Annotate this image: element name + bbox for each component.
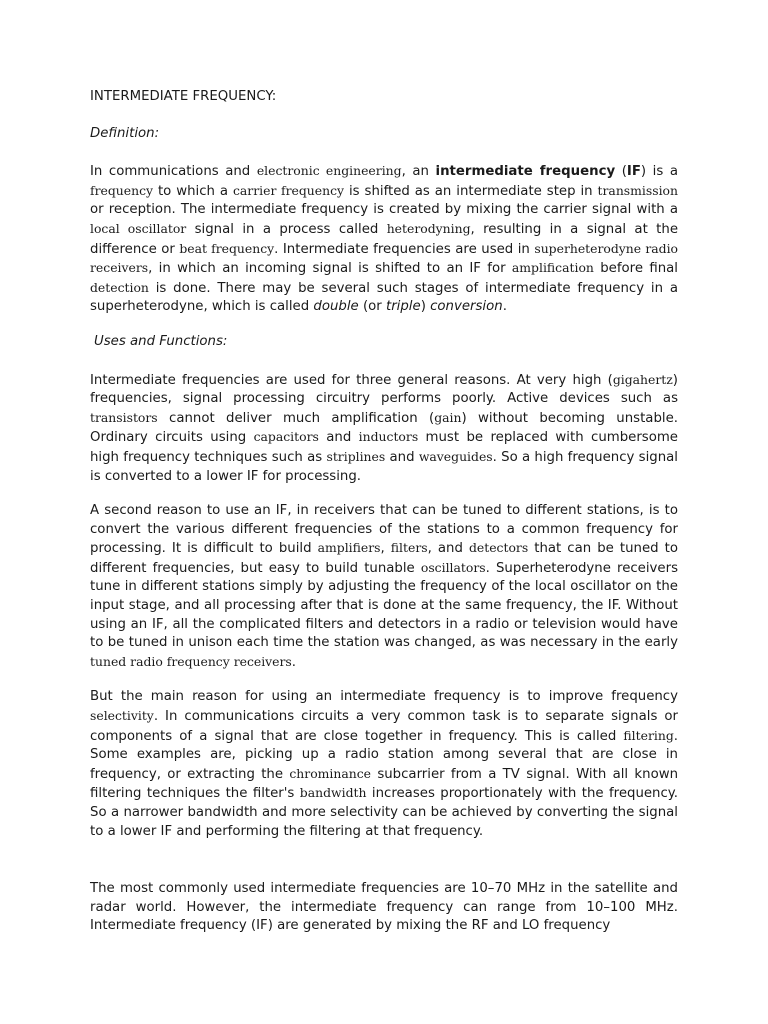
text-run: oscillators [420,559,486,575]
text-run: superheterodyne radio receivers [90,240,678,276]
text-run: capacitors [253,429,319,445]
text-run: and [318,430,359,446]
text-run: . [291,654,297,670]
text-run: ) frequencies, signal processing circuitry performs poorly. Active devices such as [90,372,678,407]
text-run: selectivity [90,708,154,724]
definition-heading: Definition: [90,125,160,141]
text-run: tuned radio frequency receivers [90,653,292,669]
text-run: gigahertz [612,371,673,387]
text-run: is done. There may be several such stages of intermediate frequency in a superheterodyne, which is called [90,280,678,315]
text-run: , resulting in a signal at the difference or [90,221,679,257]
text-run: . In communications circuits a very common task is to separate signals or components of a signal that are close together in frequency. This is called [90,709,678,744]
document-title: INTERMEDIATE FREQUENCY: [90,89,277,104]
text-run: and [385,449,419,465]
paragraph-common-frequencies [90,880,678,936]
document-body [90,88,678,952]
text-run: gain [434,409,462,425]
text-run: must be replaced with cumbersome high frequency techniques such as [90,430,678,465]
text-run: , and [427,541,469,557]
text-run: double [313,299,359,315]
text-run: ) without becoming unstable. Ordinary circuits using [90,410,678,446]
text-run: that can be tuned to different frequencies, but easy to build tunable [90,541,678,576]
text-run: detection [90,279,149,295]
text-run: filters [390,540,428,556]
text-run: signal in a process called [186,221,387,237]
text-run: carrier frequency [232,182,345,198]
text-run: to which a [153,183,233,199]
text-run: beat frequency [179,240,275,256]
text-run: A second reason to use an IF, in receivers that can be tuned to different stations, is to convert the various different frequencies of the stations to a common frequency for processing. It is difficult to build [90,503,678,557]
uses-heading: Uses and Functions: [94,333,228,349]
text-run: Intermediate frequencies are used for three general reasons. At very high ( [90,372,613,388]
text-run: frequency [90,182,154,198]
paragraph-reason-one [90,371,678,487]
text-run: detectors [468,540,529,556]
text-run: . Superheterodyne receivers tune in different stations simply by adjusting the frequency of the local oscillator on the input stage, and all processing after that is done at the same frequency, the IF. Without using an IF, all the complicated filters and detectors in a radio or television would have to be tuned in unison each time the station was changed, as was necessary in the early [90,560,678,651]
text-run: In communications and [90,164,257,180]
text-run: . [502,299,507,315]
text-run: transistors [90,409,158,425]
text-run: chrominance [289,765,371,781]
text-run: waveguides [418,448,493,464]
text-run: striplines [326,448,386,464]
text-run: is shifted as an intermediate step in [344,183,598,199]
text-run: ) [420,299,431,315]
text-run: heterodyning [386,220,471,236]
text-run: filtering [623,727,674,743]
text-run: . Some examples are, picking up a radio station among several that are close in frequency, or extracting the [90,728,678,782]
text-run: amplifiers [317,540,381,556]
text-run: . So a high frequency signal is converted to a lower IF for processing. [90,449,678,484]
paragraph-reason-two [90,502,678,672]
text-run: , [380,541,391,557]
text-run: cannot deliver much amplification ( [157,410,435,426]
text-run: IF [626,164,641,180]
text-run: transmission [597,182,678,198]
text-run: before final [593,261,678,277]
text-run: bandwidth [299,785,367,801]
text-run: ) is a [640,164,679,180]
text-run: , in which an incoming signal is shifted to an IF for [148,261,512,277]
text-run: . Intermediate frequencies are used in [274,241,535,257]
text-run: intermediate frequency [435,164,616,180]
text-run: , an [401,164,436,180]
text-run: amplification [511,260,594,276]
text-run: triple [385,299,421,315]
text-run: The most commonly used intermediate frequencies are 10–70 MHz in the satellite and radar world. However, the intermediate frequency can range from 10–100 MHz. Intermediate frequency (IF) are generated by mixing the RF and LO frequency [90,881,678,934]
text-run: (or [358,299,386,315]
paragraph-reason-three [90,688,678,841]
text-run: inductors [358,429,419,445]
text-run: increases proportionately with the frequency. So a narrower bandwidth and more selectivity can be achieved by converting the signal to a lower IF and performing the filtering at that frequency. [90,786,678,839]
paragraph-definition [90,162,678,317]
text-run: ( [615,164,627,180]
text-run: conversion [430,299,503,315]
text-run: local oscillator [90,220,187,236]
text-run: electronic engineering [256,163,402,179]
text-run: subcarrier from a TV signal. With all known filtering techniques the filter's [90,766,679,802]
text-run: But the main reason for using an intermediate frequency is to improve frequency [90,689,678,705]
text-run: or reception. The intermediate frequency is created by mixing the carrier signal with a [90,202,678,218]
